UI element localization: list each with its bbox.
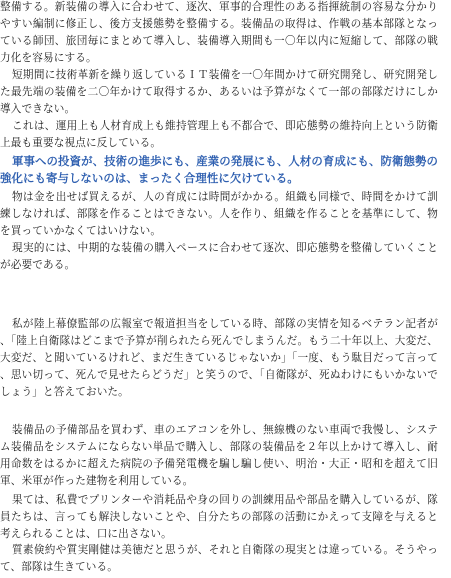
paragraph-equipment-shortages: 装備品の予備部品を買わず、車のエアコンを外し、無線機のない車両で我慢し、システム装備品をシステムにならない単品で購入し、部隊の装備品を２年以上かけて導入し、耐用命数をはるかに超えた病院の予備発電機を騙し騙し使い、明治・大正・昭和を超えて旧軍、米軍が作った建物を利用している。 — [0, 424, 438, 487]
paragraph-reporter-anecdote: 私が陸上幕僚監部の広報室で報道担当をしている時、部隊の実情を知るベテラン記者が、「陸上自衛隊はどこまで予算が削られたら死んでしまうんだ。もう二十年以上、大変だ、大変だ、と聞いているけれど、まだ生きているじゃないか」「一度、もう駄目だって言って、思い切って、死んで見せたらどうだ」と笑うので、「自衛隊が、死ぬわけにもいかないでしょう」と答えておいた。 — [0, 318, 438, 398]
paragraph-frugality: 質素倹約や質実剛健は美徳だと思うが、それと自衛隊の現実とは違っている。そうやって、部隊は生きている。 — [0, 544, 438, 573]
paragraph-operational-inconvenience: これは、運用上も人材育成上も維持管理上も不都合で、即応態勢の維持向上という防衛上最も重要な視点に反している。 — [0, 120, 438, 149]
highlighted-statement: 軍事への投資が、技術の進歩にも、産業の発展にも、人材の育成にも、防衛態勢の強化にも寄与しないのは、まったく合理性に欠けている。 — [0, 154, 438, 185]
paragraph-people-and-organization: 物は金を出せば買えるが、人の育成には時間がかかる。組織も同様で、時間をかけて訓練しなければ、部隊を作ることはできない。人を作り、組織を作ることを基準にして、物を買っていかなくてはいけない。 — [0, 191, 438, 237]
paragraph-it-equipment: 短期間に技術革新を繰り返しているＩＴ装備を一〇年間かけて研究開発し、研究開発した最先端の装備を二〇年かけて取得するか、あるいは予算がなくて一部の部隊だけにしか導入できない。 — [0, 69, 438, 115]
paragraph-realistic-approach: 現実的には、中期的な装備の購入ペースに合わせて逐次、即応態勢を整備していくことが必要である。 — [0, 242, 438, 271]
paragraph-personal-expenses: 果ては、私費でプリンターや消耗品や身の回りの訓練用品や部品を購入しているが、隊員たちは、言っても解決しないことや、自分たちの部隊の活動にかえって支障を与えると考えられることは、口に出さない。 — [0, 494, 438, 540]
paragraph-equipment-introduction: 整備する。新装備の導入に合わせて、逐次、軍事的合理性のある指揮統制の容易な分かりやすい編制に修正し、後方支援態勢を整備する。装備品の取得は、作戦の基本部隊となっている師団、旅団毎にまとめて導入し、装備導入期間も一〇年以内に短縮して、部隊の戦力化を容易にする。 — [0, 1, 438, 64]
